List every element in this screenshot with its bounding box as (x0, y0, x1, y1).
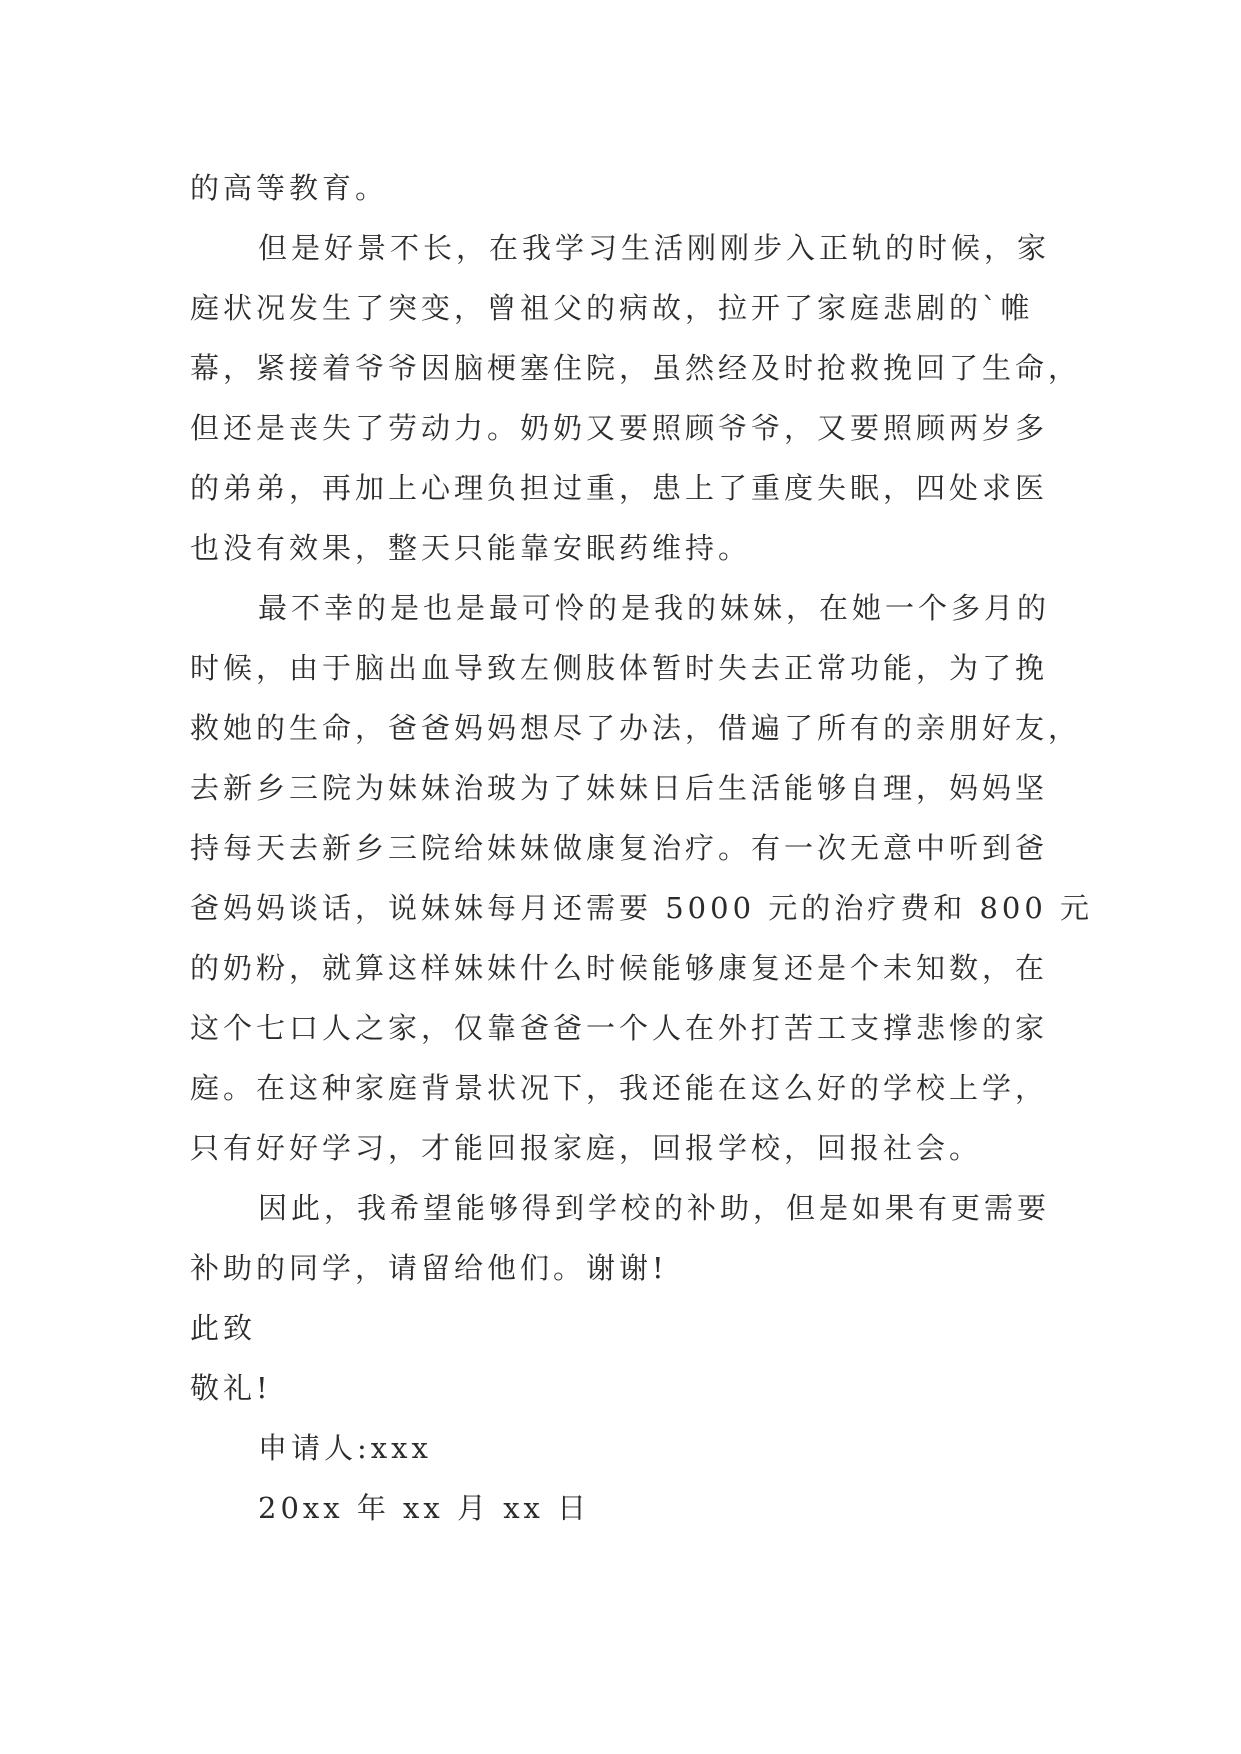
text-line: 但还是丧失了劳动力。奶奶又要照顾爷爷，又要照顾两岁多 (190, 411, 1049, 445)
text-line: 救她的生命，爸爸妈妈想尽了办法，借遍了所有的亲朋好友， (190, 711, 1082, 745)
text-line: 的高等教育。 (190, 171, 389, 205)
text-line: 因此，我希望能够得到学校的补助，但是如果有更需要 (258, 1191, 1051, 1225)
text-line: 这个七口人之家，仅靠爸爸一个人在外打苦工支撑悲惨的家 (190, 1011, 1049, 1045)
text-line: 只有好好学习，才能回报家庭，回报学校，回报社会。 (190, 1131, 983, 1165)
text-line: 幕，紧接着爷爷因脑梗塞住院，虽然经及时抢救挽回了生命， (190, 351, 1082, 385)
closing-salutation: 此致 (190, 1311, 257, 1345)
applicant-name: 申请人:xxx (258, 1431, 432, 1465)
text-line: 的奶粉，就算这样妹妹什么时候能够康复还是个未知数，在 (190, 951, 1049, 985)
text-line: 持每天去新乡三院给妹妹做康复治疗。有一次无意中听到爸 (190, 831, 1049, 865)
text-line: 时候，由于脑出血导致左侧肢体暂时失去正常功能，为了挽 (190, 651, 1049, 685)
text-line: 庭。在这种家庭背景状况下，我还能在这么好的学校上学， (190, 1071, 1049, 1105)
text-line: 但是好景不长，在我学习生活刚刚步入正轨的时候，家 (258, 231, 1051, 265)
letter-body (190, 158, 1094, 1538)
text-line: 也没有效果，整天只能靠安眠药维持。 (190, 531, 752, 565)
text-line: 的弟弟，再加上心理负担过重，患上了重度失眠，四处求医 (190, 471, 1049, 505)
text-line: 爸妈妈谈话，说妹妹每月还需要 5000 元的治疗费和 800 元 (190, 891, 1094, 925)
closing-regards: 敬礼! (190, 1371, 272, 1405)
text-line: 最不幸的是也是最可怜的是我的妹妹，在她一个多月的 (258, 591, 1051, 625)
text-line: 去新乡三院为妹妹治玻为了妹妹日后生活能够自理，妈妈坚 (190, 771, 1049, 805)
text-line: 庭状况发生了突变，曾祖父的病故，拉开了家庭悲剧的`帷 (190, 291, 1034, 325)
signature-date: 20xx 年 xx 月 xx 日 (258, 1491, 591, 1525)
text-line: 补助的同学，请留给他们。谢谢! (190, 1251, 668, 1285)
